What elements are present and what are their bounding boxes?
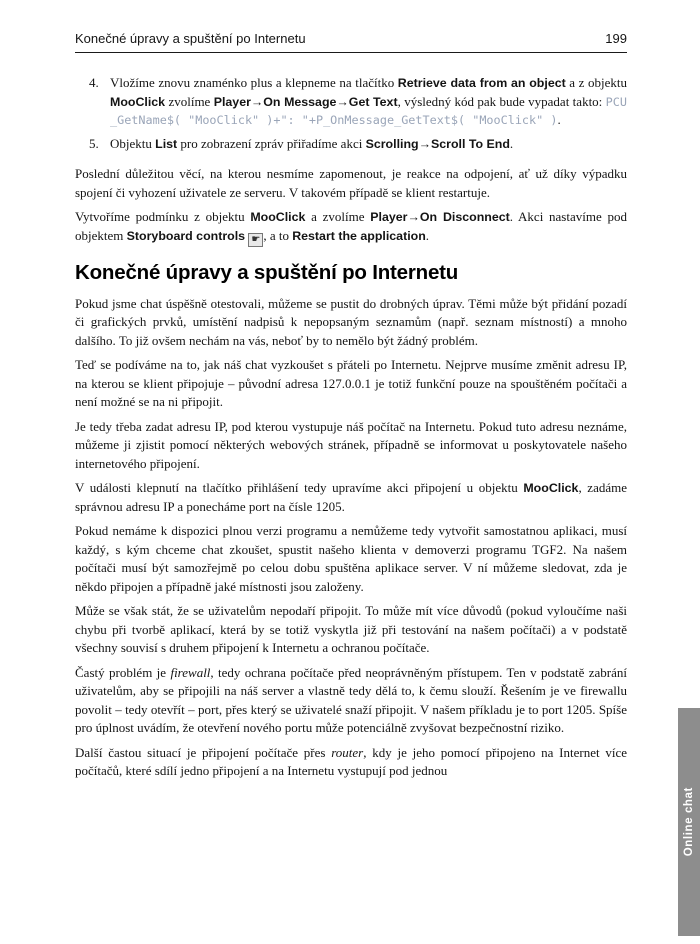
list-item-number: 5. — [89, 135, 99, 151]
paragraph: Další častou situací je připojení počítače přes router, kdy je jeho pomocí připojeno na Internet více počítačů, které sdílí jedno připojení a na Internetu vystupují pod jednou — [75, 744, 627, 778]
list-item — [89, 74, 627, 130]
list-item-text: Vložíme znovu znaménko plus a klepneme na tlačítko Retrieve data from an object a z objektu MooClick zvolíme Player→On Message→Get Text, výsledný kód pak bude vypadat takto: PCU_GetName$( "MooClick" )+": "+P_OnMessage_GetText$( "MooClick" ). — [110, 75, 627, 127]
paragraph: Pokud jsme chat úspěšně otestovali, můžeme se pustit do drobných úprav. Těmi může být přidání pozadí či grafických prvků, umístění nadpisů k nepopsaným seznamům (např. seznam místností) a mnoho dalšího. To již ovšem nechám na vás, neboť by to nemělo být žádný problém. — [75, 295, 627, 348]
edge-tab-label: Online chat — [683, 787, 695, 857]
paragraph: Může se však stát, že se uživatelům nepodaří připojit. To může mít více důvodů (pokud vyloučíme naši chybu při tvorbě aplikací, která by se totiž vyskytla již při testování na našem počítači) a v podstatě všechny souvisí s druhem připojení k Internetu a ochranou počítače. — [75, 603, 627, 655]
chapter-edge-tab — [678, 708, 700, 936]
paragraph: Teď se podíváme na to, jak náš chat vyzkoušet s přáteli po Internetu. Nejprve musíme změnit adresu IP, na kterou se klient připojuje – původní adresa 127.0.0.1 je totiž funkční pouze na spouštěném počítači a není možné se na ni připojit. — [75, 357, 627, 409]
paragraph: Častý problém je firewall, tedy ochrana počítače před neoprávněným přístupem. Ten v podstatě zabrání uživatelům, aby se připojili na náš server a vlastně tedy dělá to, k čemu slouží. Řešením je ve firewallu povolit – tedy otevřít – port, přes který se uživatelé snaží připojit. V našem příkladu je to port 1205. Spíše pro úplnost uvádím, že otevření nového portu může potenciálně zvyšovat bezpečnostní riziko. — [75, 664, 627, 735]
list-item-text: Objektu List pro zobrazení zpráv přiřadíme akci Scrolling→Scroll To End. — [110, 135, 514, 151]
running-header-title: Konečné úpravy a spuštění po Internetu — [75, 31, 306, 46]
paragraph: Pokud nemáme k dispozici plnou verzi programu a nemůžeme tedy vytvořit samostatnou aplikaci, musí každý, s kým chceme chat zkoušet, spustit našeho klienta v demoverzi programu TGF2. Na našem počítači musí být samozřejmě po celou dobu spuštěna aplikace server. V ní můžeme sledovat, zda je někdo připojen a případně jaké místnosti jsou založeny. — [75, 523, 627, 594]
running-header — [75, 31, 627, 53]
page-content — [75, 74, 627, 787]
section-heading: Konečné úpravy a spuštění po Internetu — [75, 260, 459, 284]
numbered-steps — [89, 74, 627, 153]
paragraph: V události klepnutí na tlačítko přihlášení tedy upravíme akci připojení u objektu MooClick, zadáme správnou adresu IP a ponecháme port na čísle 1205. — [75, 480, 627, 514]
page-number: 199 — [605, 31, 627, 46]
storyboard-controls-icon: ☛ — [248, 233, 263, 247]
paragraph: Poslední důležitou věcí, na kterou nesmíme zapomenout, je reakce na odpojení, ať už díky výpadku spojení či vyhození uživatele ze serveru. V takovém případě se klient restartuje. — [75, 166, 627, 200]
paragraph: Je tedy třeba zadat adresu IP, pod kterou vystupuje náš počítač na Internetu. Pokud tuto adresu neznáme, můžeme ji zjistit pomocí některých webových stránek, případně se informovat u poskytovatele našeho internetového připojení. — [75, 418, 627, 471]
paragraph: Vytvoříme podmínku z objektu MooClick a zvolíme Player→On Disconnect. Akci nastavíme pod objektem Storyboard controls ☛ , a to Restart the application. — [75, 209, 627, 245]
list-item — [89, 135, 627, 154]
list-item-number: 4. — [89, 75, 99, 90]
